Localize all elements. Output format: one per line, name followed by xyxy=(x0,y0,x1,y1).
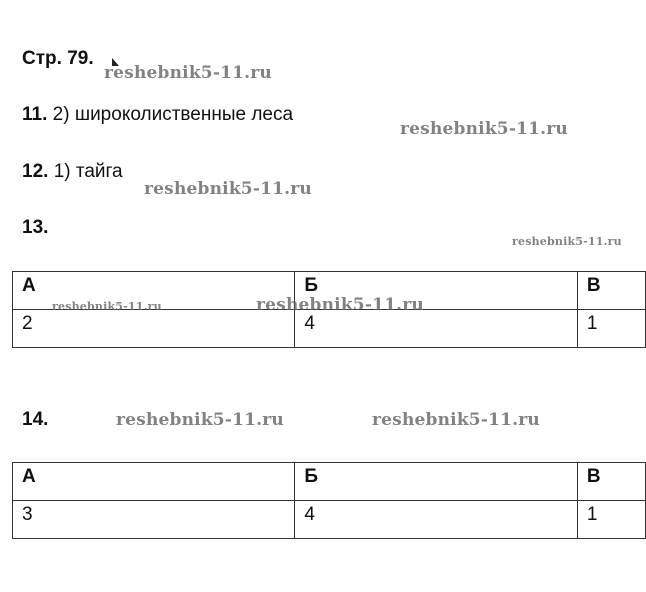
page-number-label: Стр. 79. xyxy=(22,48,94,69)
question-14-number: 14. xyxy=(22,409,49,430)
table-cell: 1 xyxy=(577,310,645,348)
table-header-cell: В xyxy=(577,272,645,310)
question-11-answer: 2) широколиственные леса xyxy=(52,104,294,125)
watermark: reshebnik5-11.ru xyxy=(512,235,622,248)
question-12-number: 12. xyxy=(22,161,49,182)
answer-table-14 xyxy=(12,462,646,539)
table-header-cell: Б xyxy=(295,272,577,310)
table-header-cell: А xyxy=(13,272,295,310)
watermark: reshebnik5-11.ru xyxy=(104,63,272,83)
watermark: reshebnik5-11.ru xyxy=(144,179,312,199)
question-14 xyxy=(22,408,48,432)
table-header-cell: А xyxy=(13,463,295,501)
question-13 xyxy=(22,216,48,240)
table-cell: 1 xyxy=(577,501,645,539)
question-11-number: 11. xyxy=(22,104,48,125)
table-cell: 4 xyxy=(295,310,577,348)
question-12 xyxy=(22,160,123,184)
table-header-cell: Б xyxy=(295,463,577,501)
table-row xyxy=(13,501,646,539)
table-cell: 3 xyxy=(13,501,295,539)
watermark: reshebnik5-11.ru xyxy=(400,119,568,139)
watermark: reshebnik5-11.ru xyxy=(372,410,540,430)
watermark: reshebnik5-11.ru xyxy=(116,410,284,430)
table-cell: 2 xyxy=(13,310,295,348)
watermark: reshebnik5-11.ru xyxy=(256,295,424,315)
question-13-number: 13. xyxy=(22,217,49,238)
table-row xyxy=(13,310,646,348)
page-header xyxy=(22,47,94,71)
table-header-cell: В xyxy=(577,463,645,501)
question-11 xyxy=(22,103,293,127)
table-cell: 4 xyxy=(295,501,577,539)
watermark: reshebnik5-11.ru xyxy=(52,300,162,313)
question-12-answer: 1) тайга xyxy=(53,161,123,182)
table-header-row xyxy=(13,463,646,501)
